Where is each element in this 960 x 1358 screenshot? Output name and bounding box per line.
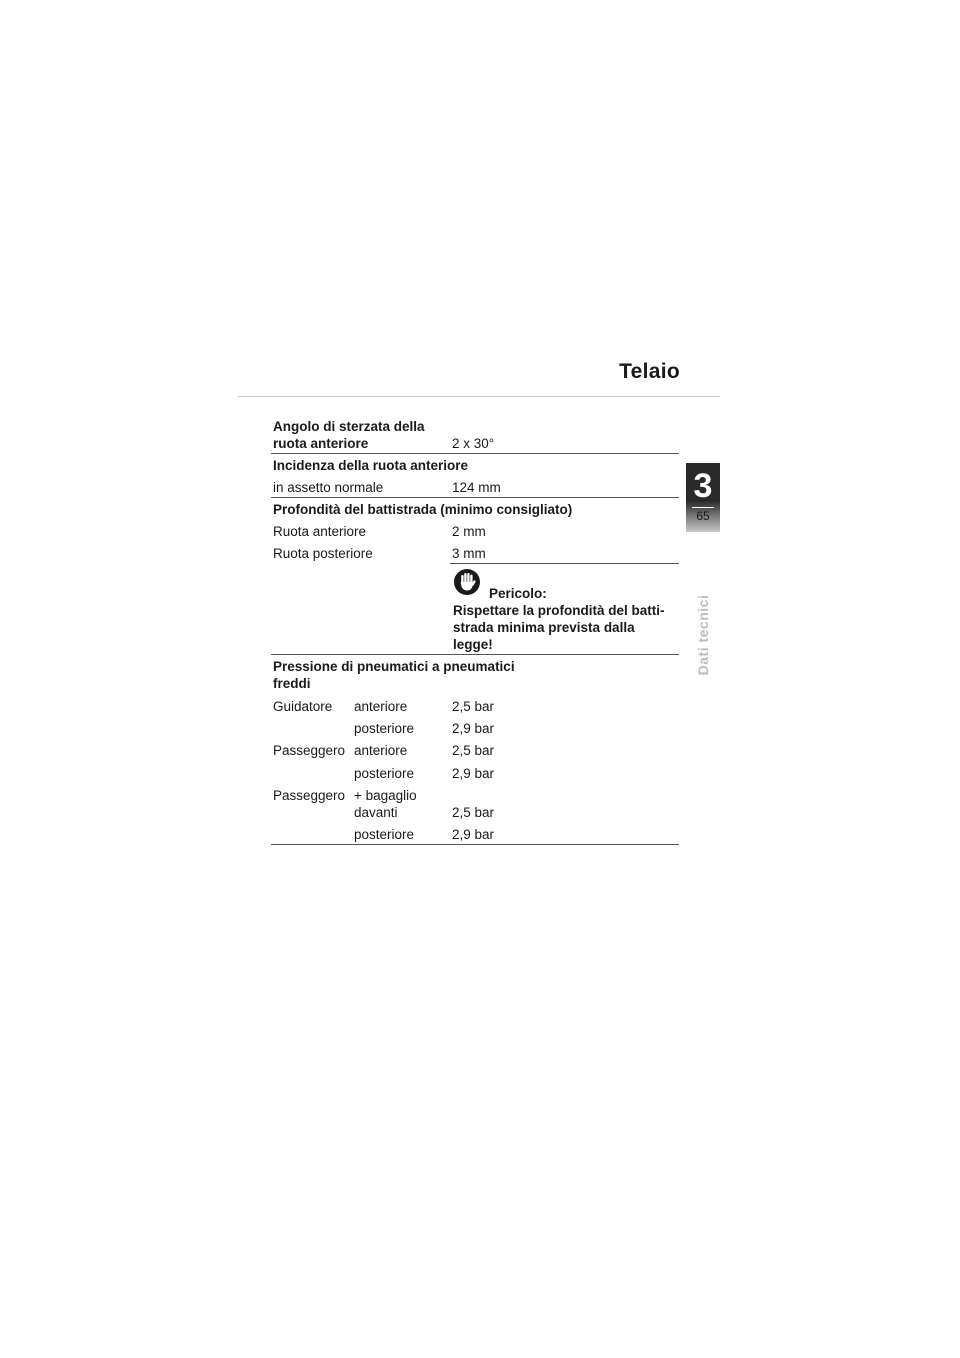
caster-row-value: 124 mm bbox=[452, 480, 501, 495]
tread-row-value: 2 mm bbox=[452, 524, 486, 539]
caster-row-label: in assetto normale bbox=[273, 480, 384, 495]
pressure-rider: Passeggero bbox=[273, 743, 346, 758]
warning-text-line1: Rispettare la profondità del batti- bbox=[453, 603, 665, 618]
tread-heading: Profondità del battistrada (minimo consigliato) bbox=[273, 502, 573, 517]
pressure-value: 2,5 bar bbox=[452, 743, 495, 758]
pressure-value: 2,5 bar bbox=[452, 699, 495, 714]
chapter-number: 3 bbox=[693, 467, 713, 505]
steering-label-line1: Angolo di sterzata della bbox=[273, 419, 425, 434]
tread-row-label: Ruota anteriore bbox=[273, 524, 367, 539]
pressure-value: 2,9 bar bbox=[452, 721, 495, 736]
steering-label-line2: ruota anteriore bbox=[273, 436, 369, 451]
pressure-value: 2,9 bar bbox=[452, 766, 495, 781]
pressure-value: 2,9 bar bbox=[452, 827, 495, 842]
pressure-value: 2,5 bar bbox=[452, 805, 495, 820]
warning-title: Pericolo: bbox=[489, 586, 547, 601]
caster-heading: Incidenza della ruota anteriore bbox=[273, 458, 469, 473]
pressure-heading-line1: Pressione di pneumatici a pneumatici bbox=[273, 659, 515, 674]
pressure-position: posteriore bbox=[354, 721, 415, 736]
pressure-rider: Passeggero bbox=[273, 788, 346, 803]
pressure-rider: Guidatore bbox=[273, 699, 333, 714]
warning-text-line2: strada minima prevista dalla bbox=[453, 620, 635, 635]
pressure-position: anteriore bbox=[354, 699, 408, 714]
tread-row-label: Ruota posteriore bbox=[273, 546, 373, 561]
section-divider bbox=[271, 453, 679, 454]
chapter-tab-divider bbox=[692, 507, 714, 508]
steering-value: 2 x 30° bbox=[452, 436, 495, 451]
hand-stop-icon bbox=[453, 568, 481, 596]
pressure-luggage-extra: + bagaglio bbox=[354, 788, 417, 803]
pressure-position: posteriore bbox=[354, 827, 415, 842]
section-divider bbox=[271, 844, 679, 845]
warning-divider bbox=[450, 563, 679, 564]
pressure-heading-line2: freddi bbox=[273, 676, 311, 691]
section-divider bbox=[271, 654, 679, 655]
title-divider bbox=[238, 396, 720, 397]
page-number: 65 bbox=[696, 509, 710, 523]
page-title: Telaio bbox=[619, 360, 680, 383]
section-side-label: Dati tecnici bbox=[695, 594, 711, 676]
warning-text-line3: legge! bbox=[453, 637, 493, 652]
pressure-position: davanti bbox=[354, 805, 398, 820]
tread-row-value: 3 mm bbox=[452, 546, 486, 561]
pressure-position: posteriore bbox=[354, 766, 415, 781]
section-divider bbox=[271, 497, 679, 498]
pressure-position: anteriore bbox=[354, 743, 408, 758]
